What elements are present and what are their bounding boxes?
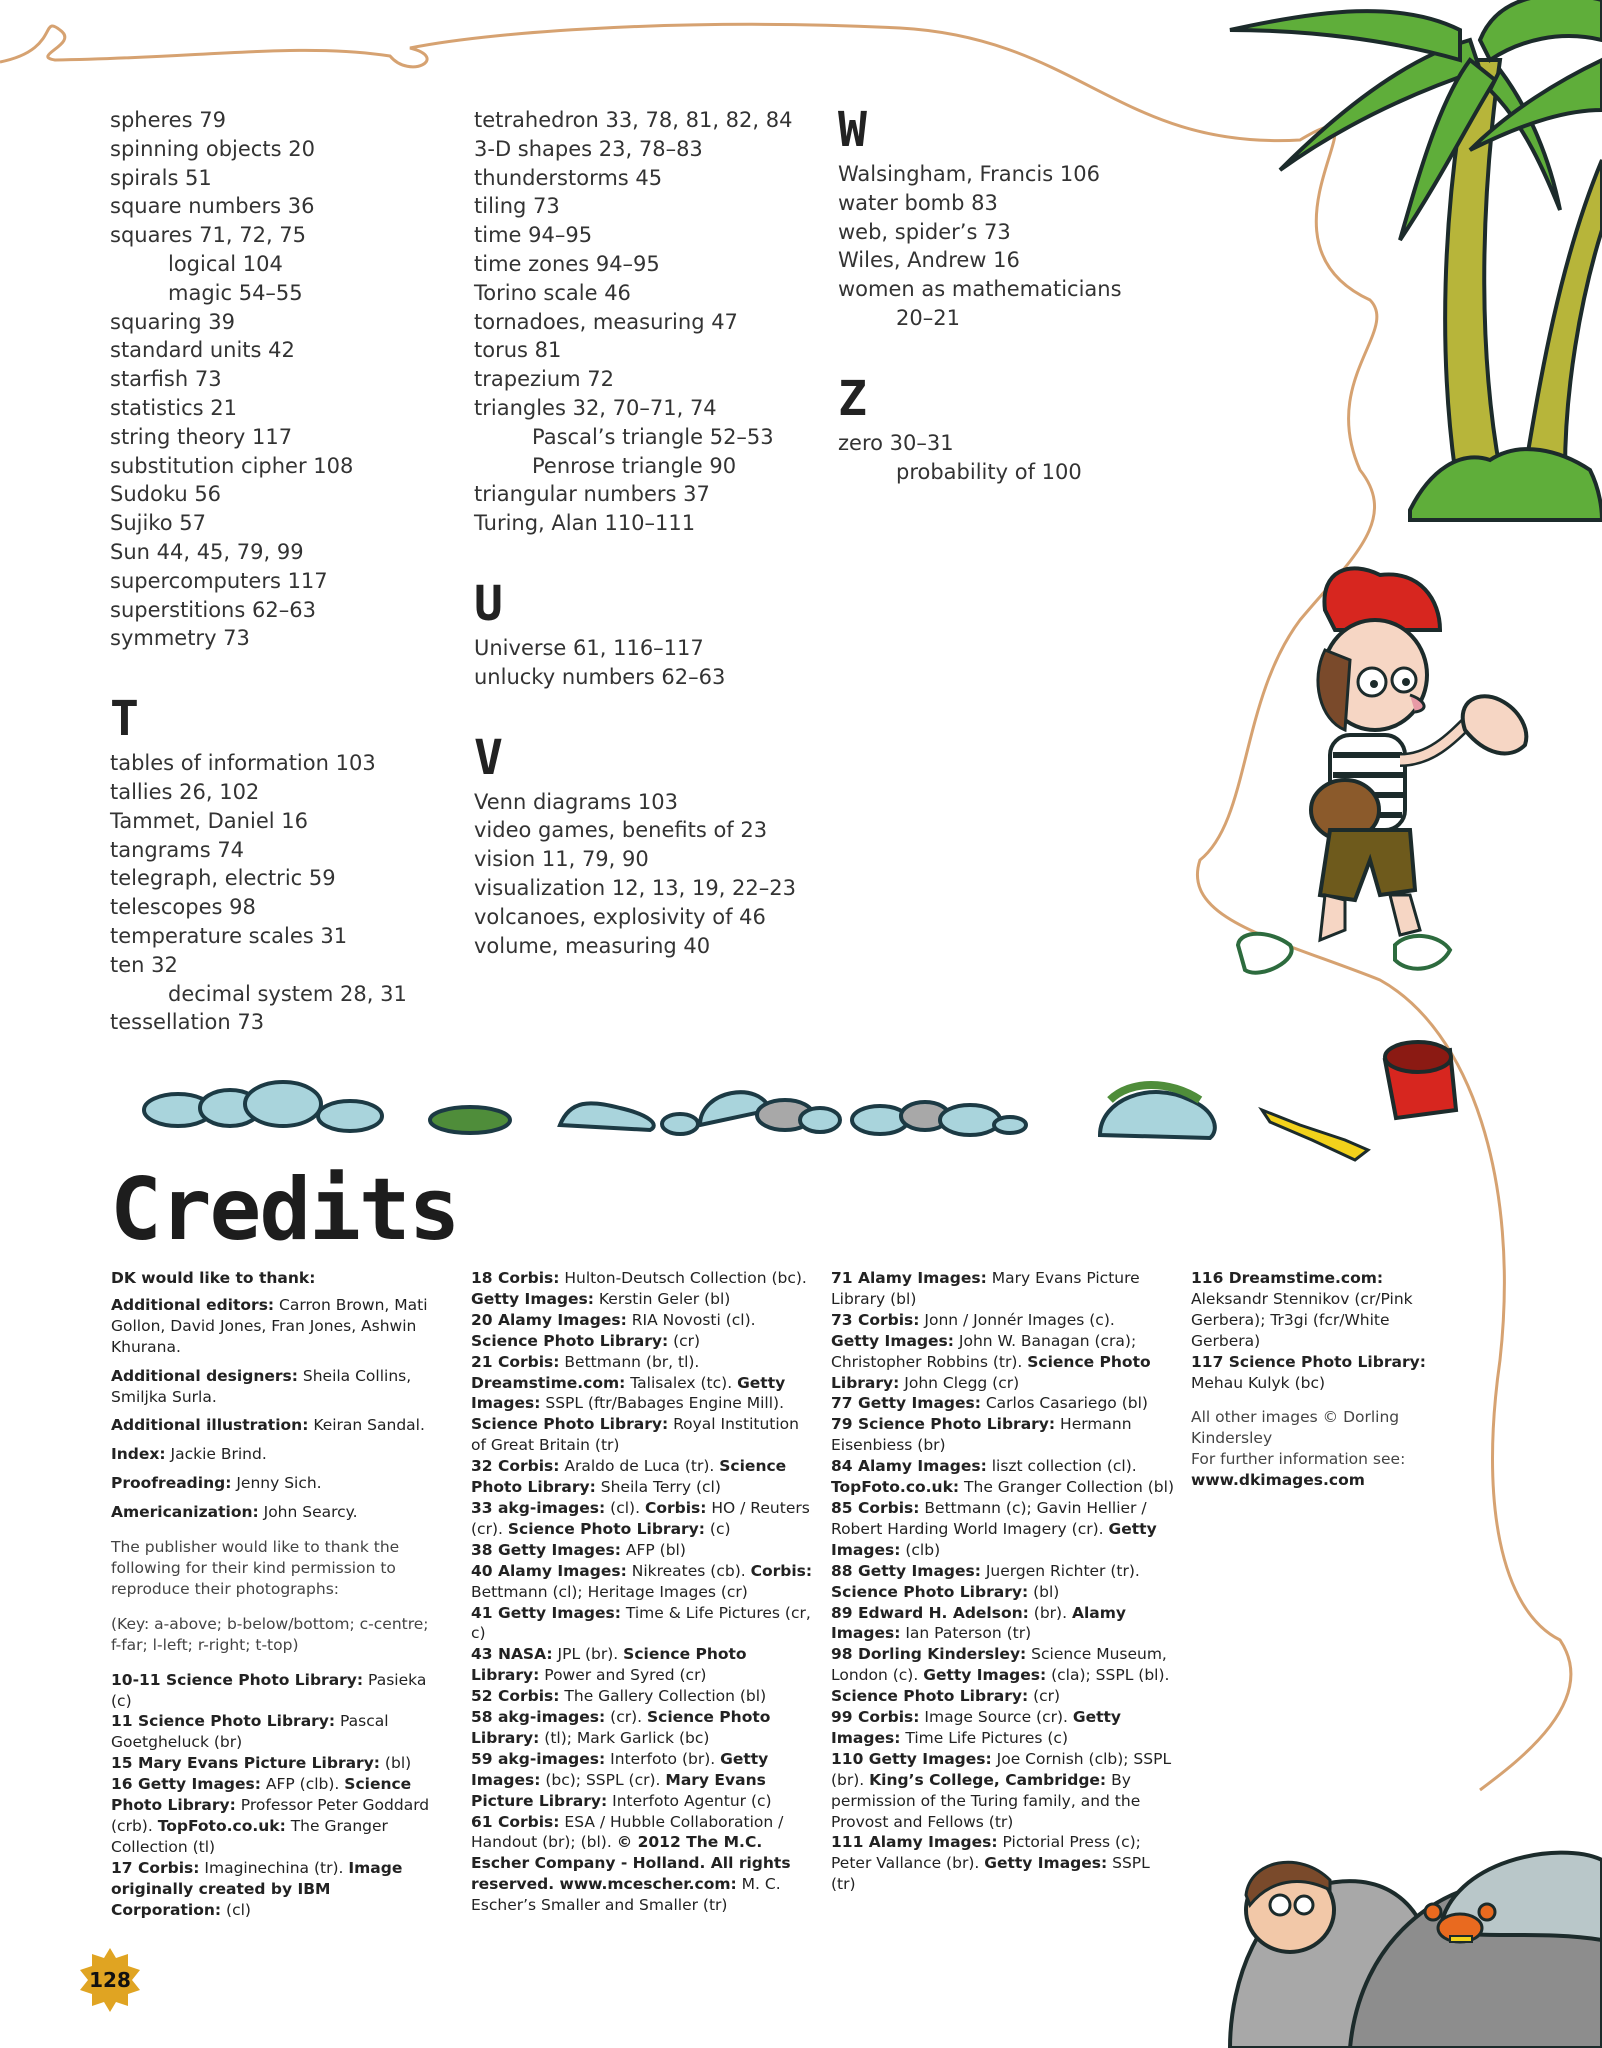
staff-credit-label: Additional editors: — [111, 1295, 275, 1314]
index-entry: unlucky numbers 62–63 — [474, 664, 726, 689]
picture-credit — [111, 1774, 433, 1858]
credit-source: 111 Alamy Images: — [831, 1833, 998, 1852]
index-entry: volcanoes, explosivity of 46 — [474, 904, 766, 929]
credit-source: Science Photo Library: — [471, 1457, 787, 1497]
index-entry: tangrams 74 — [110, 837, 245, 862]
credit-detail: (cr). — [605, 1708, 647, 1727]
staff-credit-label: Proofreading: — [111, 1474, 232, 1493]
credit-source: TopFoto.co.uk: — [157, 1816, 286, 1835]
staff-credit-names: Jenny Sich. — [231, 1474, 322, 1493]
credit-entries-4 — [1191, 1268, 1459, 1393]
credit-source: 98 Dorling Kindersley: — [831, 1645, 1027, 1664]
credit-detail: (br). — [1028, 1603, 1072, 1622]
credit-source: 84 Alamy Images: — [831, 1457, 987, 1476]
credit-detail: (cl). — [605, 1498, 645, 1517]
credit-detail: Bettmann (br, tl). — [559, 1352, 700, 1371]
credit-detail: (cr) — [1028, 1687, 1061, 1706]
credit-detail: Talisalex (tc). — [625, 1373, 738, 1392]
credit-detail: Science Museum, London (c). — [831, 1645, 1167, 1685]
index-entry: spinning objects 20 — [110, 136, 315, 161]
index-entry: Sun 44, 45, 79, 99 — [110, 539, 304, 564]
index-entry: tetrahedron 33, 78, 81, 82, 84 — [474, 108, 793, 132]
picture-credit — [831, 1749, 1176, 1833]
publisher-note: The publisher would like to thank the following for their kind permission to reproduce their photographs: — [111, 1538, 400, 1598]
index-subentry: probability of 100 — [896, 459, 1082, 484]
index-entry: Wiles, Andrew 16 — [838, 248, 1020, 273]
index-entry: spheres 79 — [110, 108, 226, 132]
index-entry: Universe 61, 116–117 — [474, 635, 704, 660]
index-subentry: logical 104 — [168, 251, 283, 276]
picture-credit — [831, 1832, 1176, 1895]
picture-credit — [471, 1707, 816, 1749]
credit-source: 85 Corbis: — [831, 1498, 920, 1517]
index-entry: Torino scale 46 — [474, 280, 631, 305]
credit-source: Alamy Images: — [831, 1603, 1126, 1643]
credit-detail: Nikreates (cb). — [626, 1561, 751, 1580]
credit-entries-1 — [111, 1670, 433, 1921]
staff-credit — [111, 1473, 433, 1494]
credit-source: Getty Images: — [923, 1666, 1047, 1685]
credits-column-4 — [1191, 1268, 1459, 1491]
credit-source: Getty Images: — [831, 1331, 954, 1350]
page-number: 128 — [89, 1968, 131, 1992]
index-entry: thunderstorms 45 — [474, 165, 663, 190]
credit-source: 88 Getty Images: — [831, 1561, 981, 1580]
staff-credit-label: Index: — [111, 1445, 166, 1464]
index-entry: 3-D shapes 23, 78–83 — [474, 136, 703, 161]
picture-credit — [1191, 1352, 1459, 1394]
credit-source: Dreamstime.com: — [471, 1373, 626, 1392]
credit-detail: (bl) — [380, 1754, 412, 1773]
staff-credit-label: Additional designers: — [111, 1366, 298, 1385]
index-entry: trapezium 72 — [474, 367, 615, 392]
credit-detail: Pasieka (c) — [111, 1670, 427, 1710]
rocks-shoreline-illustration — [144, 1082, 1215, 1138]
picture-credit — [471, 1498, 816, 1540]
index-entry: video games, benefits of 23 — [474, 818, 768, 843]
website-link[interactable]: www.dkimages.com — [1191, 1471, 1365, 1490]
credit-source: 110 Getty Images: — [831, 1749, 992, 1768]
picture-credit — [471, 1352, 816, 1457]
index-subentry: 20–21 — [896, 305, 960, 330]
credit-detail: Hulton-Deutsch Collection (bc). — [559, 1269, 807, 1287]
index-entry: web, spider’s 73 — [838, 219, 1011, 244]
credit-detail: Juergen Richter (tr). — [980, 1561, 1140, 1580]
index-subentry: Pascal’s triangle 52–53 — [532, 424, 774, 449]
credit-source: Corbis: — [750, 1561, 813, 1580]
credit-source: 41 Getty Images: — [471, 1603, 621, 1622]
credit-detail: Royal Institution of Great Britain (tr) — [471, 1415, 799, 1455]
credit-source: Getty Images: — [984, 1854, 1108, 1873]
waving-boy-illustration — [1238, 568, 1526, 972]
index-entry: squaring 39 — [110, 309, 235, 334]
picture-credit — [471, 1686, 816, 1707]
credit-detail: Time Life Pictures (c) — [900, 1728, 1068, 1747]
index-entry: Walsingham, Francis 106 — [838, 162, 1100, 186]
palm-trees-illustration — [1230, 0, 1602, 520]
credit-detail: Mary Evans Picture Library (bl) — [831, 1269, 1140, 1308]
index-entry: spirals 51 — [110, 165, 212, 190]
index-entry: Sujiko 57 — [110, 511, 206, 536]
index-subentry: Penrose triangle 90 — [532, 453, 737, 478]
credit-source: Corbis: — [644, 1498, 707, 1517]
credit-source: 40 Alamy Images: — [471, 1561, 627, 1580]
credit-detail: Interfoto Agentur (c) — [607, 1791, 772, 1810]
credit-source: 17 Corbis: — [111, 1858, 200, 1877]
index-entry: triangular numbers 37 — [474, 482, 710, 507]
credit-source: Science Photo Library: — [471, 1645, 747, 1685]
picture-credit — [471, 1812, 816, 1917]
index-entry: Tammet, Daniel 16 — [110, 808, 308, 833]
picture-credit — [111, 1858, 433, 1921]
picture-credit — [471, 1644, 816, 1686]
index-entry: superstitions 62–63 — [110, 597, 316, 622]
credit-detail: Professor Peter Goddard (crb). — [111, 1796, 430, 1835]
credit-detail: Bettmann (c); Gavin Hellier / Robert Harding World Imagery (cr). — [831, 1498, 1147, 1538]
staff-credit — [111, 1502, 433, 1523]
credits-column-1 — [111, 1268, 433, 1920]
credit-source: 20 Alamy Images: — [471, 1310, 627, 1329]
credit-source: Science Photo Library: — [831, 1687, 1029, 1706]
credit-detail: Joe Cornish (clb); SSPL (br). — [831, 1749, 1172, 1789]
other-images-note: All other images © Dorling Kindersley — [1191, 1408, 1400, 1448]
credit-detail: AFP (bl) — [620, 1540, 686, 1559]
staff-credit-names: Keiran Sandal. — [308, 1416, 425, 1435]
credit-source: Getty Images: — [831, 1708, 1122, 1747]
credit-detail: Image Source (cr). — [919, 1708, 1073, 1727]
credit-detail: (clb) — [900, 1540, 941, 1559]
index-entry: ten 32 — [110, 952, 178, 977]
staff-list — [111, 1295, 433, 1523]
credit-source: 10-11 Science Photo Library: — [111, 1670, 364, 1689]
credit-detail: RIA Novosti (cl). — [626, 1310, 756, 1329]
index-entry: tables of information 103 — [110, 751, 376, 776]
credit-source: 77 Getty Images: — [831, 1394, 981, 1413]
further-info-note: For further information see: — [1191, 1450, 1406, 1469]
credits-column-2 — [471, 1268, 816, 1916]
credit-source: Getty Images: — [471, 1289, 594, 1308]
credit-source: Getty Images: — [471, 1749, 769, 1789]
index-column-3 — [838, 102, 1122, 486]
picture-credit — [471, 1331, 816, 1352]
credit-detail: Jonn / Jonnér Images (c). — [919, 1310, 1115, 1329]
picture-credit — [831, 1603, 1176, 1645]
index-entry: symmetry 73 — [110, 626, 250, 651]
credit-detail: Time & Life Pictures (cr, c) — [471, 1603, 811, 1643]
credit-detail: Mehau Kulyk (bc) — [1191, 1373, 1326, 1392]
index-entry: women as mathematicians — [838, 277, 1122, 302]
picture-credit — [831, 1331, 1176, 1394]
index-letter-heading: Z — [838, 370, 867, 427]
credit-detail: The Granger Collection (bl) — [959, 1478, 1174, 1497]
index-entry: tessellation 73 — [110, 1010, 265, 1035]
credit-source: 73 Corbis: — [831, 1310, 920, 1329]
credit-source: 11 Science Photo Library: — [111, 1712, 336, 1731]
credit-detail: Pictorial Press (c); Peter Vallance (br). — [831, 1833, 1141, 1873]
index-entry: supercomputers 117 — [110, 568, 328, 593]
credit-source: Science Photo Library: — [111, 1775, 412, 1815]
index-entry: visualization 12, 13, 19, 22–23 — [474, 875, 797, 900]
index-entry: statistics 21 — [110, 395, 238, 420]
credits-column-3 — [831, 1268, 1176, 1895]
credit-source: 99 Corbis: — [831, 1708, 920, 1727]
picture-credit — [831, 1456, 1176, 1477]
picture-credit — [111, 1753, 433, 1774]
credit-source: Science Photo Library: — [507, 1519, 705, 1538]
index-entry: temperature scales 31 — [110, 923, 348, 948]
thank-line: DK would like to thank: — [111, 1269, 316, 1287]
credit-detail: SSPL (tr) — [831, 1854, 1150, 1894]
index-subentry: decimal system 28, 31 — [168, 981, 407, 1006]
credit-source: Mary Evans Picture Library: — [471, 1770, 766, 1810]
index-entry: zero 30–31 — [838, 430, 954, 455]
picture-credit — [831, 1561, 1176, 1582]
picture-credit — [831, 1644, 1176, 1707]
credit-source: 52 Corbis: — [471, 1687, 560, 1706]
credit-detail: The Gallery Collection (bl) — [559, 1687, 767, 1706]
staff-credit-label: Additional illustration: — [111, 1416, 309, 1435]
picture-credit — [831, 1498, 1176, 1561]
peeking-boy-illustration — [1230, 1853, 1602, 2048]
index-entry: time zones 94–95 — [474, 251, 660, 276]
picture-credit — [471, 1603, 816, 1645]
credit-source: 16 Getty Images: — [111, 1775, 261, 1794]
credit-detail: HO / Reuters (cr). — [471, 1498, 810, 1538]
credit-source: 117 Science Photo Library: — [1191, 1352, 1426, 1371]
credit-detail: Kerstin Geler (bl) — [593, 1289, 731, 1308]
staff-credit-names: John Searcy. — [258, 1503, 358, 1522]
credit-detail: Araldo de Luca (tr). — [559, 1457, 720, 1476]
credit-source: 59 akg-images: — [471, 1749, 606, 1768]
picture-credit — [471, 1268, 816, 1310]
index-entry: Venn diagrams 103 — [474, 789, 678, 814]
credit-detail: Interfoto (br). — [605, 1749, 721, 1768]
credit-source: TopFoto.co.uk: — [831, 1478, 960, 1497]
picture-credit — [831, 1707, 1176, 1749]
index-column-1 — [110, 106, 407, 1037]
credit-source: 21 Corbis: — [471, 1352, 560, 1371]
credit-source: 15 Mary Evans Picture Library: — [111, 1754, 380, 1773]
credit-detail: Carlos Casariego (bl) — [980, 1394, 1148, 1413]
staff-credit — [111, 1366, 433, 1408]
index-entry: tornadoes, measuring 47 — [474, 309, 738, 334]
picture-credit — [471, 1456, 816, 1498]
credit-source: 89 Edward H. Adelson: — [831, 1603, 1029, 1622]
credit-detail: Bettmann (cl); Heritage Images (cr) — [471, 1582, 748, 1601]
credit-detail: Aleksandr Stennikov (cr/Pink Gerbera); Tr3gi (fcr/White Gerbera) — [1191, 1289, 1413, 1350]
credit-detail: John Clegg (cr) — [899, 1373, 1020, 1392]
index-column-2 — [474, 106, 796, 960]
index-entry: time 94–95 — [474, 223, 593, 248]
bucket-and-spade-illustration — [1262, 1042, 1456, 1160]
credit-detail: The Granger Collection (tl) — [111, 1816, 388, 1856]
index-entry: Sudoku 56 — [110, 482, 222, 507]
index-entry: torus 81 — [474, 338, 562, 363]
index-entry: water bomb 83 — [838, 190, 998, 215]
index-letter-heading: T — [110, 691, 139, 748]
staff-credit — [111, 1415, 433, 1436]
index-entry: string theory 117 — [110, 424, 293, 449]
index-entry: tallies 26, 102 — [110, 779, 260, 804]
picture-credit — [471, 1749, 816, 1812]
picture-credit — [471, 1310, 816, 1331]
credit-source: Science Photo Library: — [471, 1331, 669, 1350]
credit-source: 18 Corbis: — [471, 1269, 560, 1287]
staff-credit-names: Carron Brown, Mati Gollon, David Jones, Fran Jones, Ashwin Khurana. — [111, 1295, 428, 1356]
credit-detail: (cla); SSPL (bl). — [1046, 1666, 1170, 1685]
credit-source: 71 Alamy Images: — [831, 1269, 987, 1287]
credit-detail: (tl); Mark Garlick (bc) — [539, 1728, 710, 1747]
index-entry: squares 71, 72, 75 — [110, 223, 307, 248]
credit-detail: (cr) — [668, 1331, 701, 1350]
credit-detail: M. C. Escher’s Smaller and Smaller (tr) — [471, 1875, 781, 1915]
index-letter-heading: W — [838, 102, 867, 158]
credit-source: © 2012 The M.C. Escher Company - Holland. All rights reserved. www.mcescher.com: — [471, 1833, 791, 1894]
picture-credit — [111, 1711, 433, 1753]
credit-detail: Imaginechina (tr). — [199, 1858, 349, 1877]
credit-detail: John W. Banagan (cra); Christopher Robbins (tr). — [831, 1331, 1137, 1371]
credit-source: 61 Corbis: — [471, 1812, 560, 1831]
credit-source: 116 Dreamstime.com: — [1191, 1269, 1384, 1287]
credit-source: Getty Images: — [831, 1519, 1157, 1559]
picture-credit — [831, 1393, 1176, 1414]
credit-detail: Sheila Terry (cl) — [595, 1478, 721, 1497]
index-entry: vision 11, 79, 90 — [474, 847, 649, 872]
credit-source: 43 NASA: — [471, 1645, 553, 1664]
page-number-badge — [78, 1948, 142, 2012]
credit-source: Science Photo Library: — [471, 1415, 669, 1434]
index-entry: starfish 73 — [110, 367, 222, 392]
picture-credit — [111, 1670, 433, 1712]
credit-detail: ESA / Hubble Collaboration / Handout (br); (bl). — [471, 1812, 784, 1852]
credit-source: King’s College, Cambridge: — [869, 1770, 1107, 1789]
credit-source: Image originally created by IBM Corporation: — [111, 1858, 403, 1919]
staff-credit — [111, 1444, 433, 1465]
credit-detail: SSPL (ftr/Babages Engine Mill). — [540, 1394, 785, 1413]
credit-detail: (c) — [704, 1519, 731, 1538]
index-entry: square numbers 36 — [110, 194, 315, 219]
index-entry: telescopes 98 — [110, 895, 256, 920]
picture-credit — [831, 1477, 1176, 1498]
picture-credit — [831, 1310, 1176, 1331]
credit-detail: liszt collection (cl). — [986, 1457, 1137, 1476]
picture-credit — [831, 1268, 1176, 1310]
credit-detail: JPL (br). — [552, 1645, 624, 1664]
staff-credit — [111, 1295, 433, 1358]
credit-source: Science Photo Library: — [831, 1352, 1151, 1392]
credit-detail: Power and Syred (cr) — [539, 1666, 707, 1685]
staff-credit-names: Jackie Brind. — [165, 1445, 267, 1464]
staff-credit-names: Sheila Collins, Smiljka Surla. — [111, 1366, 412, 1406]
credit-detail: Pascal Goetgheluck (br) — [111, 1712, 389, 1752]
index-subentry: magic 54–55 — [168, 280, 303, 305]
credit-detail: Ian Paterson (tr) — [900, 1624, 1032, 1643]
credit-source: 38 Getty Images: — [471, 1540, 621, 1559]
credits-title: Credits — [110, 1160, 459, 1260]
index-entry: substitution cipher 108 — [110, 453, 354, 478]
index-letter-heading: U — [474, 575, 503, 632]
credit-source: 58 akg-images: — [471, 1708, 606, 1727]
picture-credit — [471, 1561, 816, 1603]
credit-detail: (bc); SSPL (cr). — [540, 1770, 666, 1789]
credit-detail: Hermann Eisenbiess (br) — [831, 1415, 1132, 1455]
index-entry: triangles 32, 70–71, 74 — [474, 395, 717, 420]
picture-credit — [831, 1414, 1176, 1456]
index-entry: tiling 73 — [474, 194, 560, 219]
credit-source: 79 Science Photo Library: — [831, 1415, 1056, 1434]
key-note: (Key: a-above; b-below/bottom; c-centre; f-far; l-left; r-right; t-top) — [111, 1614, 429, 1654]
credit-detail: (bl) — [1028, 1582, 1060, 1601]
credit-source: Getty Images: — [471, 1373, 786, 1413]
credit-source: Science Photo Library: — [831, 1582, 1029, 1601]
index-entry: Turing, Alan 110–111 — [474, 511, 696, 536]
credit-detail: By permission of the Turing family, and the Provost and Fellows (tr) — [831, 1770, 1141, 1831]
credit-source: Science Photo Library: — [471, 1708, 771, 1747]
picture-credit — [471, 1540, 816, 1561]
staff-credit-label: Americanization: — [111, 1503, 259, 1522]
index-entry: telegraph, electric 59 — [110, 866, 336, 891]
credit-detail: (cl) — [221, 1900, 251, 1919]
index-entry: standard units 42 — [110, 338, 295, 363]
credit-detail: AFP (clb). — [260, 1775, 345, 1794]
index-entry: volume, measuring 40 — [474, 933, 711, 958]
index-letter-heading: V — [474, 729, 503, 786]
picture-credit — [831, 1582, 1176, 1603]
picture-credit — [1191, 1268, 1459, 1352]
credit-source: 32 Corbis: — [471, 1457, 560, 1476]
credit-source: 33 akg-images: — [471, 1498, 606, 1517]
